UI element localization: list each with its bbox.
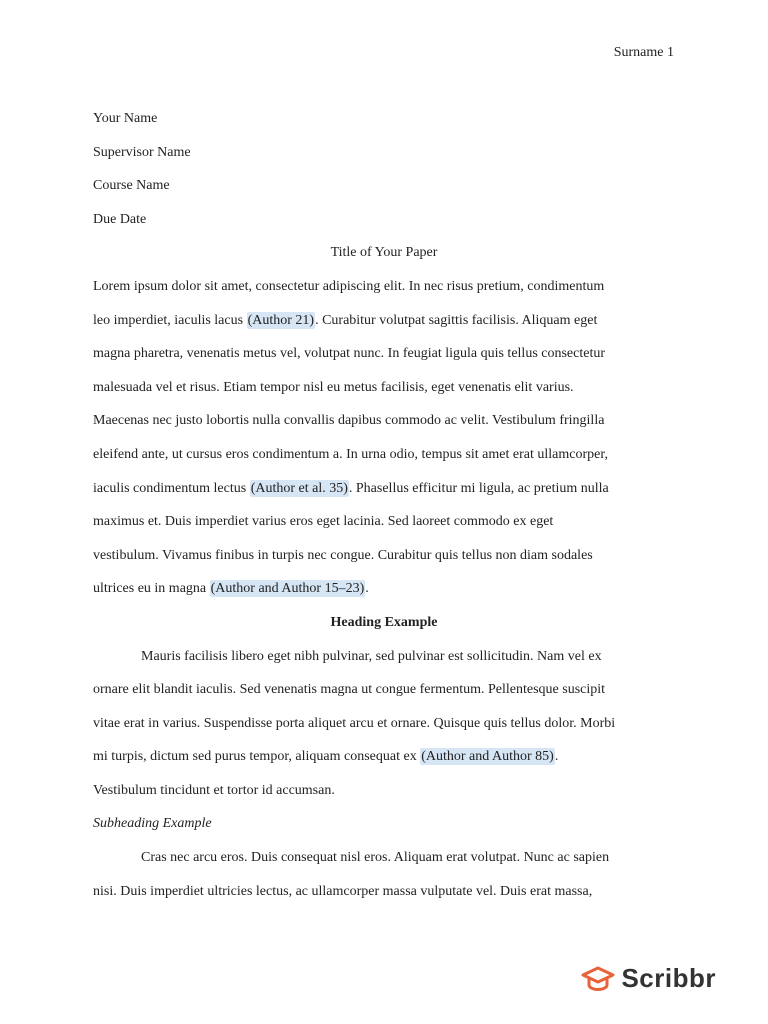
paragraph-line: vitae erat in varius. Suspendisse porta aliquet arcu et ornare. Quisque quis tellus dolor. Morbi	[93, 715, 616, 731]
paragraph-line: Maecenas nec justo lobortis nulla convallis dapibus commodo ac velit. Vestibulum fringilla	[93, 413, 605, 429]
paragraph-line: Lorem ipsum dolor sit amet, consectetur adipiscing elit. In nec risus pretium, condimentum	[93, 278, 605, 294]
in-text-citation: (Author and Author 85)	[421, 749, 554, 765]
paragraph-line: Vestibulum tincidunt et tortor id accumsan.	[93, 782, 335, 798]
brand-name: Scribbr	[621, 963, 716, 993]
subsection-heading: Subheading Example	[93, 816, 212, 832]
paragraph-2	[93, 640, 675, 808]
paragraph-line: nisi. Duis imperdiet ultricies lectus, ac ullamcorper massa vulputate vel. Duis erat massa,	[93, 883, 593, 899]
due-date: Due Date	[93, 211, 147, 227]
text-run: . Curabitur volutpat sagittis facilisis. Aliquam eget	[315, 312, 598, 328]
text-run: .	[554, 749, 559, 765]
paragraph-line: magna pharetra, venenatis metus vel, volutpat nunc. In feugiat ligula quis tellus consectetur	[93, 346, 606, 362]
paragraph-line: maximus et. Duis imperdiet varius eros eget lacinia. Sed laoreet commodo ex eget	[93, 514, 554, 530]
graduation-cap-icon	[581, 966, 615, 992]
in-text-citation: (Author and Author 15–23)	[210, 581, 365, 597]
text-run: mi turpis, dictum sed purus tempor, aliquam consequat ex	[93, 749, 421, 765]
in-text-citation: (Author 21)	[247, 312, 315, 328]
scribbr-logo	[581, 963, 716, 994]
document-body	[93, 102, 675, 908]
text-run: . Phasellus efficitur mi ligula, ac pretium nulla	[348, 480, 609, 496]
paper-title: Title of Your Paper	[330, 245, 438, 261]
paragraph-line	[93, 740, 675, 774]
text-run: ultrices eu in magna	[93, 581, 210, 597]
text-run: iaculis condimentum lectus	[93, 480, 250, 496]
paragraph-3	[93, 841, 675, 908]
text-run: leo imperdiet, iaculis lacus	[93, 312, 247, 328]
course-name: Course Name	[93, 178, 170, 194]
paragraph-1	[93, 270, 675, 606]
supervisor-name: Supervisor Name	[93, 144, 191, 160]
paragraph-line	[93, 304, 675, 338]
paragraph-line	[93, 472, 675, 506]
student-name: Your Name	[93, 111, 158, 126]
running-head: Surname 1	[613, 45, 674, 60]
paragraph-line	[93, 572, 675, 606]
paragraph-line: ornare elit blandit iaculis. Sed venenatis magna ut congue fermentum. Pellentesque suscipit	[93, 682, 606, 698]
paragraph-line: Mauris facilisis libero eget nibh pulvinar, sed pulvinar est sollicitudin. Nam vel ex	[141, 648, 602, 664]
in-text-citation: (Author et al. 35)	[250, 480, 348, 496]
paragraph-line: eleifend ante, ut cursus eros condimentum a. In urna odio, tempus sit amet erat ullamcorper,	[93, 446, 608, 462]
text-run: .	[365, 581, 369, 597]
paragraph-line: malesuada vel et risus. Etiam tempor nisl eu metus facilisis, eget venenatis elit varius.	[93, 379, 574, 395]
paragraph-line: Cras nec arcu eros. Duis consequat nisl eros. Aliquam erat volutpat. Nunc ac sapien	[141, 850, 610, 866]
paragraph-line: vestibulum. Vivamus finibus in turpis nec congue. Curabitur quis tellus non diam sodales	[93, 547, 593, 563]
section-heading: Heading Example	[330, 614, 438, 630]
